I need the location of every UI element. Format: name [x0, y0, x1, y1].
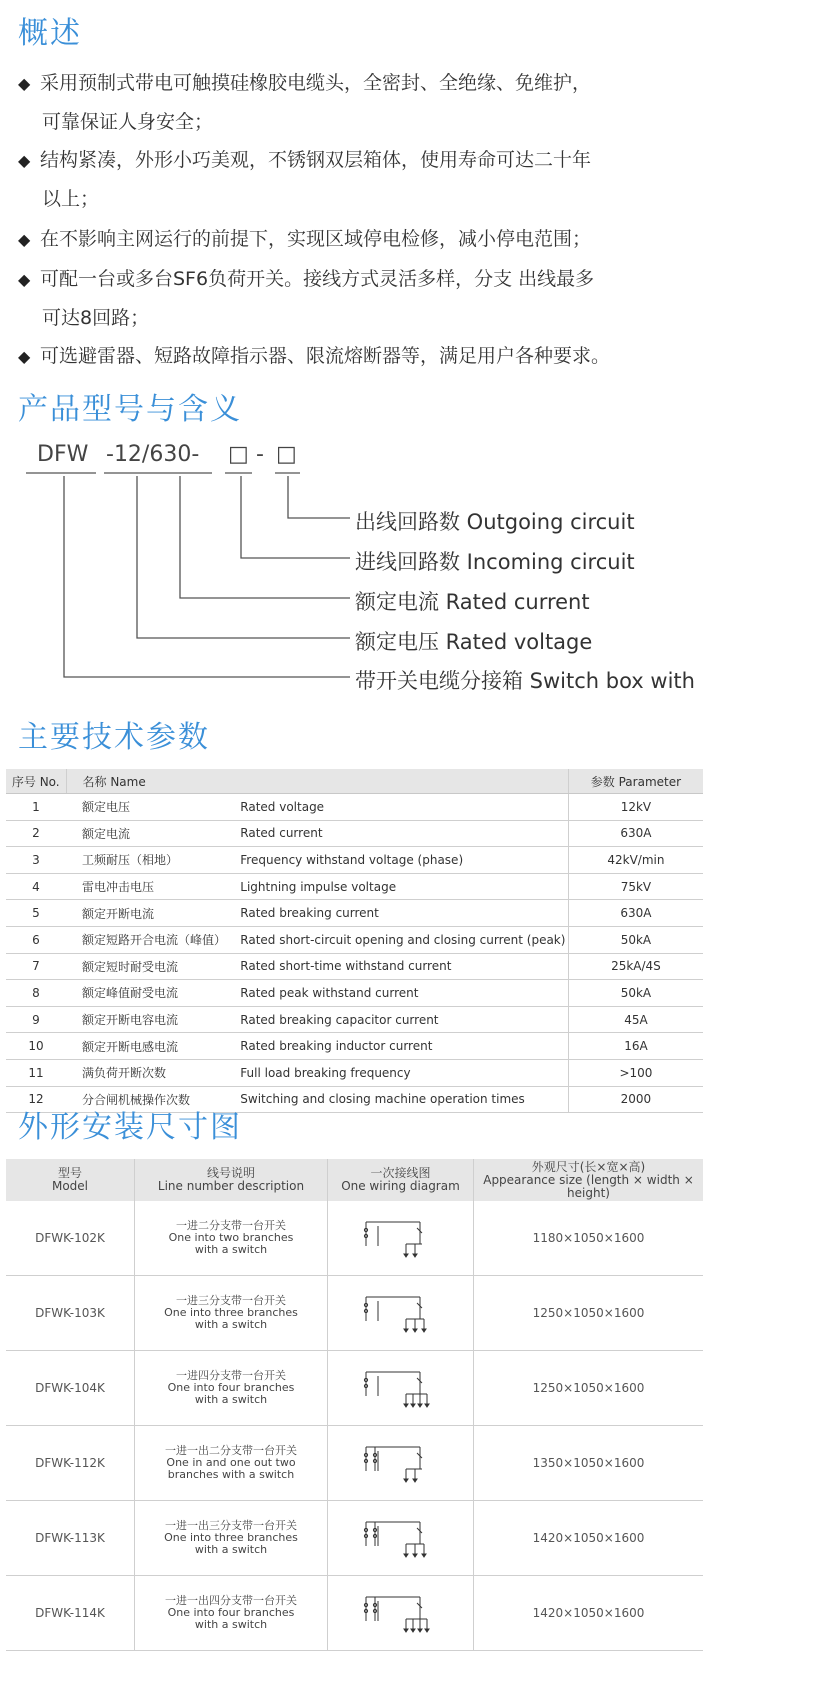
row-name-cn: 额定电流 — [66, 820, 239, 847]
header-param: 参数 Parameter — [568, 769, 703, 794]
table-row — [6, 1033, 703, 1060]
row-name-cn: 额定短路开合电流（峰值） — [66, 926, 239, 953]
model-code-dash: - — [256, 442, 264, 467]
table-row — [6, 1351, 703, 1426]
row-name-en: Frequency withstand voltage (phase) — [239, 847, 568, 874]
wiring-diagram-icon — [356, 1216, 446, 1260]
header-cn: 线号说明 — [206, 1166, 255, 1180]
model-code-box1: □ — [228, 442, 249, 467]
row-name-en: Rated breaking inductor current — [239, 1033, 568, 1060]
row-name-cn: 额定短时耐受电流 — [66, 953, 239, 980]
row-name-cn: 分合闸机械操作次数 — [66, 1086, 239, 1113]
row-desc-cn: 一进一出二分支带一台开关 — [165, 1444, 297, 1457]
row-name-en: Rated voltage — [239, 794, 568, 821]
dimensions-header-row — [6, 1159, 703, 1201]
overview-bullet — [18, 64, 718, 141]
header-line-desc — [135, 1159, 328, 1201]
row-name-cn: 额定开断电感电流 — [66, 1033, 239, 1060]
specs-heading: 主要技术参数 — [18, 720, 210, 755]
row-wiring-diagram — [328, 1576, 474, 1651]
table-row — [6, 1501, 703, 1576]
row-desc-en2: with a switch — [194, 1318, 268, 1331]
row-desc-en1: One into two branches — [168, 1231, 294, 1244]
row-no: 10 — [6, 1033, 66, 1060]
row-desc-cn: 一进一出三分支带一台开关 — [165, 1519, 297, 1532]
row-name-cn: 满负荷开断次数 — [66, 1059, 239, 1086]
wiring-diagram-icon — [356, 1291, 446, 1335]
header-name: 名称 Name — [66, 769, 568, 794]
model-label-switchbox: 带开关电缆分接箱 Switch box with — [355, 669, 695, 693]
row-desc-cn: 一进三分支带一台开关 — [176, 1294, 286, 1307]
row-name-en: Rated short-time withstand current — [239, 953, 568, 980]
row-desc-en1: One in and one out two — [166, 1456, 296, 1469]
row-name-en: Rated breaking capacitor current — [239, 1006, 568, 1033]
row-wiring-diagram — [328, 1201, 474, 1276]
table-row — [6, 926, 703, 953]
row-desc-cn: 一进二分支带一台开关 — [176, 1219, 286, 1232]
wiring-diagram-icon — [356, 1441, 446, 1485]
row-param: 50kA — [568, 926, 703, 953]
row-desc-en2: with a switch — [194, 1393, 268, 1406]
row-line-desc — [135, 1201, 328, 1276]
bullet-text: 可选避雷器、短路故障指示器、限流熔断器等，满足用户各种要求。 — [40, 345, 611, 367]
header-en: Line number description — [157, 1179, 305, 1193]
row-size: 1420×1050×1600 — [474, 1576, 704, 1651]
table-row — [6, 1059, 703, 1086]
row-no: 2 — [6, 820, 66, 847]
row-desc-cn: 一进一出四分支带一台开关 — [165, 1594, 297, 1607]
model-code-box2: □ — [276, 442, 297, 467]
row-line-desc — [135, 1426, 328, 1501]
model-label-voltage: 额定电压 Rated voltage — [355, 630, 593, 654]
table-row — [6, 1576, 703, 1651]
dimensions-heading: 外形安装尺寸图 — [18, 1110, 242, 1145]
model-label-incoming: 进线回路数 Incoming circuit — [355, 550, 635, 574]
header-cn: 外观尺寸(长×宽×高) — [531, 1159, 646, 1174]
overview-bullet — [18, 337, 718, 376]
model-code-prefix: DFW — [37, 442, 89, 467]
row-param: 75kV — [568, 873, 703, 900]
row-name-cn: 雷电冲击电压 — [66, 873, 239, 900]
overview-heading: 概述 — [18, 16, 82, 51]
row-name-en: Rated peak withstand current — [239, 980, 568, 1007]
model-code-rating: -12/630- — [106, 442, 200, 467]
bullet-text-cont: 可达8回路； — [42, 307, 150, 329]
header-model — [6, 1159, 135, 1201]
row-param: 25kA/4S — [568, 953, 703, 980]
specs-header-row — [6, 769, 703, 794]
row-model: DFWK-103K — [6, 1276, 135, 1351]
row-no: 5 — [6, 900, 66, 927]
row-param: 45A — [568, 1006, 703, 1033]
row-param: 12kV — [568, 794, 703, 821]
row-wiring-diagram — [328, 1351, 474, 1426]
bullet-text-cont: 以上； — [42, 188, 100, 210]
row-name-cn: 额定峰值耐受电流 — [66, 980, 239, 1007]
header-size — [474, 1159, 704, 1201]
row-desc-en1: One into three branches — [164, 1531, 298, 1544]
bullet-text: 在不影响主网运行的前提下，实现区域停电检修，减小停电范围； — [40, 228, 592, 250]
row-name-cn: 工频耐压（相地） — [66, 847, 239, 874]
row-param: 42kV/min — [568, 847, 703, 874]
row-param: >100 — [568, 1059, 703, 1086]
row-line-desc — [135, 1501, 328, 1576]
header-no: 序号 No. — [6, 769, 66, 794]
row-name-en: Switching and closing machine operation times — [239, 1086, 568, 1113]
header-cn: 一次接线图 — [370, 1166, 431, 1180]
row-name-en: Rated breaking current — [239, 900, 568, 927]
row-name-en: Full load breaking frequency — [239, 1059, 568, 1086]
overview-bullet — [18, 260, 718, 337]
diamond-bullet-icon: ◆ — [18, 74, 31, 93]
row-size: 1180×1050×1600 — [474, 1201, 704, 1276]
row-no: 12 — [6, 1086, 66, 1113]
bullet-text: 结构紧凑，外形小巧美观，不锈钢双层箱体，使用寿命可达二十年 — [40, 149, 592, 171]
bullet-text: 可配一台或多台SF6负荷开关。接线方式灵活多样，分支 出线最多 — [40, 268, 595, 290]
header-en: Appearance size (length × width × height) — [483, 1172, 694, 1200]
row-no: 7 — [6, 953, 66, 980]
row-name-cn: 额定电压 — [66, 794, 239, 821]
model-label-outgoing: 出线回路数 Outgoing circuit — [355, 510, 635, 534]
row-param: 16A — [568, 1033, 703, 1060]
row-no: 4 — [6, 873, 66, 900]
row-name-en: Rated current — [239, 820, 568, 847]
diamond-bullet-icon: ◆ — [18, 230, 31, 249]
row-param: 630A — [568, 900, 703, 927]
specs-table — [6, 769, 703, 1113]
row-model: DFWK-112K — [6, 1426, 135, 1501]
row-model: DFWK-114K — [6, 1576, 135, 1651]
row-name-en: Rated short-circuit opening and closing current (peak) — [239, 926, 568, 953]
table-row — [6, 794, 703, 821]
row-name-cn: 额定开断电容电流 — [66, 1006, 239, 1033]
table-row — [6, 820, 703, 847]
row-no: 3 — [6, 847, 66, 874]
dimensions-table — [6, 1159, 703, 1651]
row-size: 1350×1050×1600 — [474, 1426, 704, 1501]
wiring-diagram-icon — [356, 1591, 446, 1635]
wiring-diagram-icon — [356, 1516, 446, 1560]
overview-bullet — [18, 141, 718, 218]
row-line-desc — [135, 1351, 328, 1426]
row-wiring-diagram — [328, 1276, 474, 1351]
row-desc-en2: with a switch — [194, 1618, 268, 1631]
diamond-bullet-icon: ◆ — [18, 151, 31, 170]
row-line-desc — [135, 1276, 328, 1351]
row-model: DFWK-113K — [6, 1501, 135, 1576]
row-wiring-diagram — [328, 1426, 474, 1501]
table-row — [6, 1201, 703, 1276]
wiring-diagram-icon — [356, 1366, 446, 1410]
row-line-desc — [135, 1576, 328, 1651]
row-model: DFWK-102K — [6, 1201, 135, 1276]
bullet-text-cont: 可靠保证人身安全； — [42, 111, 214, 133]
table-row — [6, 900, 703, 927]
table-row — [6, 873, 703, 900]
table-row — [6, 980, 703, 1007]
table-row — [6, 1426, 703, 1501]
row-no: 8 — [6, 980, 66, 1007]
row-desc-en1: One into four branches — [167, 1606, 295, 1619]
row-no: 1 — [6, 794, 66, 821]
row-wiring-diagram — [328, 1501, 474, 1576]
row-size: 1250×1050×1600 — [474, 1351, 704, 1426]
row-size: 1420×1050×1600 — [474, 1501, 704, 1576]
table-row — [6, 1006, 703, 1033]
overview-bullet — [18, 220, 718, 259]
row-desc-en2: with a switch — [194, 1243, 268, 1256]
row-no: 9 — [6, 1006, 66, 1033]
row-param: 50kA — [568, 980, 703, 1007]
row-desc-cn: 一进四分支带一台开关 — [176, 1369, 286, 1382]
row-desc-en2: branches with a switch — [167, 1468, 295, 1481]
table-row — [6, 953, 703, 980]
header-wiring — [328, 1159, 474, 1201]
model-label-current: 额定电流 Rated current — [355, 590, 590, 614]
row-model: DFWK-104K — [6, 1351, 135, 1426]
diamond-bullet-icon: ◆ — [18, 270, 31, 289]
table-row — [6, 1276, 703, 1351]
row-name-en: Lightning impulse voltage — [239, 873, 568, 900]
diamond-bullet-icon: ◆ — [18, 347, 31, 366]
table-row — [6, 847, 703, 874]
row-desc-en2: with a switch — [194, 1543, 268, 1556]
row-size: 1250×1050×1600 — [474, 1276, 704, 1351]
row-param: 630A — [568, 820, 703, 847]
row-name-cn: 额定开断电流 — [66, 900, 239, 927]
row-param: 2000 — [568, 1086, 703, 1113]
row-desc-en1: One into three branches — [164, 1306, 298, 1319]
bullet-text: 采用预制式带电可触摸硅橡胶电缆头，全密封、全绝缘、免维护， — [40, 72, 592, 94]
row-no: 11 — [6, 1059, 66, 1086]
header-en: One wiring diagram — [341, 1179, 460, 1193]
header-en: Model — [51, 1179, 89, 1193]
header-cn: 型号 — [57, 1166, 82, 1180]
row-no: 6 — [6, 926, 66, 953]
row-desc-en1: One into four branches — [167, 1381, 295, 1394]
model-heading: 产品型号与含义 — [18, 392, 242, 427]
